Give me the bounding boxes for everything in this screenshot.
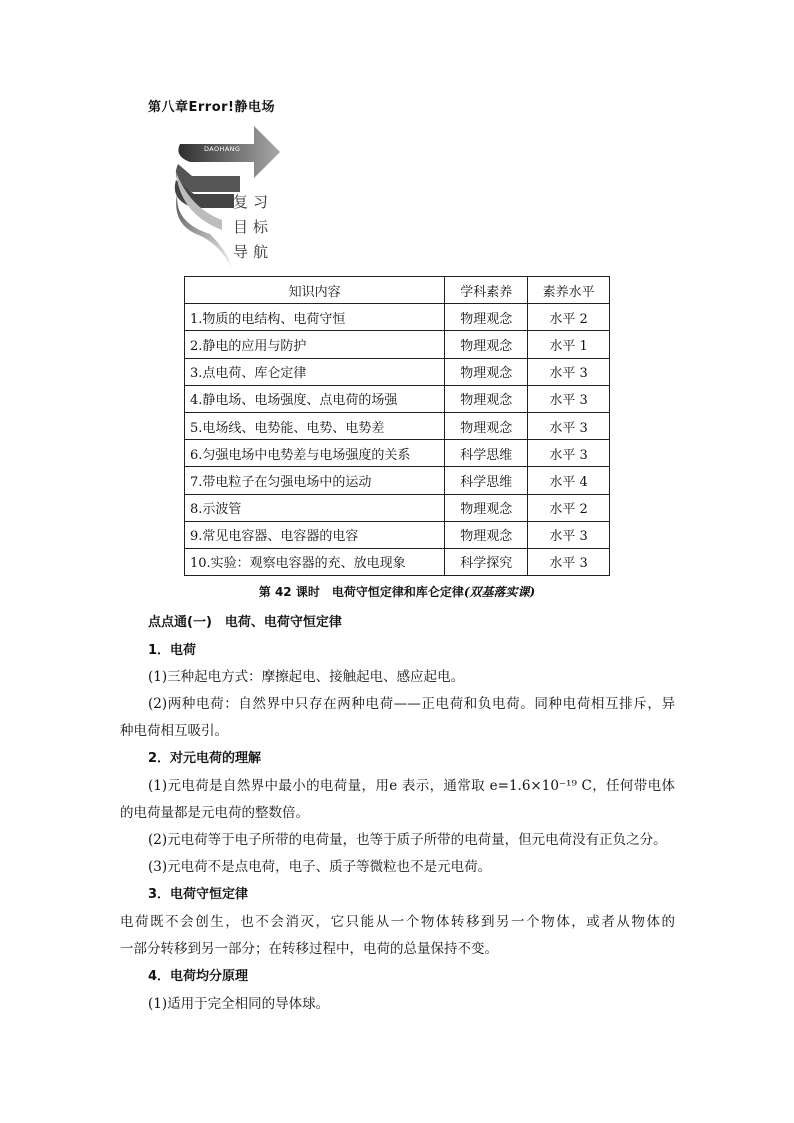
lesson-title (0, 583, 794, 600)
cell-topic: 6.匀强电场中电势差与电场强度的关系 (185, 440, 445, 467)
banner-char-2: 目标 (233, 218, 274, 236)
cell-literacy: 物理观念 (445, 358, 528, 385)
banner-char-3: 导航 (233, 243, 274, 261)
banner-caption (233, 190, 273, 265)
knowledge-table (184, 276, 610, 576)
cell-topic: 4.静电场、电场强度、点电荷的场强 (185, 385, 445, 412)
banner-english-text: FUXIMUBIAO DAOHANG (204, 137, 250, 153)
cell-topic: 10.实验：观察电容器的充、放电现象 (185, 548, 445, 575)
cell-level: 水平 3 (528, 358, 610, 385)
cell-topic: 9.常见电容器、电容器的电容 (185, 521, 445, 548)
cell-topic: 2.静电的应用与防护 (185, 331, 445, 358)
table-row (185, 467, 610, 494)
banner-char-1: 复习 (233, 193, 274, 211)
table-header-row (185, 277, 610, 304)
cell-level: 水平 3 (528, 521, 610, 548)
table-row (185, 304, 610, 331)
paragraph: 电荷既不会创生，也不会消灭，它只能从一个物体转移到另一个物体，或者从物体的 (120, 914, 675, 930)
cell-topic: 3.点电荷、库仑定律 (185, 358, 445, 385)
cell-topic: 5.电场线、电势能、电势、电势差 (185, 412, 445, 439)
paragraph: (1)元电荷是自然界中最小的电荷量，用e 表示，通常取 e=1.6×10⁻¹⁹ C，任何带电体 (148, 778, 675, 794)
cell-topic: 1.物质的电结构、电荷守恒 (185, 304, 445, 331)
paragraph: (2)两种电荷：自然界中只存在两种电荷——正电荷和负电荷。同种电荷相互排斥，异 (148, 696, 675, 712)
table-row (185, 521, 610, 548)
cell-level: 水平 2 (528, 494, 610, 521)
paragraph: 的电荷量都是元电荷的整数倍。 (120, 805, 309, 821)
header-level: 素养水平 (528, 277, 610, 304)
paragraph: (2)元电荷等于电子所带的电荷量，也等于质子所带的电荷量，但元电荷没有正负之分。 (148, 832, 667, 848)
cell-literacy: 物理观念 (445, 331, 528, 358)
cell-literacy: 科学思维 (445, 467, 528, 494)
table-row (185, 548, 610, 575)
table-row (185, 412, 610, 439)
cell-topic: 7.带电粒子在匀强电场中的运动 (185, 467, 445, 494)
section-heading: 1．电荷 (148, 643, 197, 658)
paragraph: (1)三种起电方式：摩擦起电、接触起电、感应起电。 (148, 669, 465, 685)
cell-level: 水平 4 (528, 467, 610, 494)
header-knowledge: 知识内容 (185, 277, 445, 304)
table-row (185, 440, 610, 467)
cell-level: 水平 2 (528, 304, 610, 331)
table-row (185, 358, 610, 385)
cell-level: 水平 3 (528, 440, 610, 467)
lesson-title-subtitle: (双基落实课) (463, 585, 536, 599)
cell-literacy: 科学思维 (445, 440, 528, 467)
table-row (185, 385, 610, 412)
cell-literacy: 物理观念 (445, 385, 528, 412)
paragraph: (1)适用于完全相同的导体球。 (148, 996, 330, 1012)
cell-level: 水平 3 (528, 548, 610, 575)
lesson-title-main: 第 42 课时 电荷守恒定律和库仑定律 (258, 585, 464, 599)
paragraph: 一部分转移到另一部分；在转移过程中，电荷的总量保持不变。 (120, 941, 498, 957)
point-title: 点点通(一) 电荷、电荷守恒定律 (148, 615, 342, 630)
cell-level: 水平 3 (528, 412, 610, 439)
chapter-title: 第八章Error!静电场 (148, 100, 275, 115)
paragraph: 种电荷相互吸引。 (120, 723, 228, 739)
cell-literacy: 科学探究 (445, 548, 528, 575)
table-row (185, 494, 610, 521)
cell-topic: 8.示波管 (185, 494, 445, 521)
cell-literacy: 物理观念 (445, 412, 528, 439)
cell-level: 水平 1 (528, 331, 610, 358)
cell-level: 水平 3 (528, 385, 610, 412)
cell-literacy: 物理观念 (445, 521, 528, 548)
cell-literacy: 物理观念 (445, 494, 528, 521)
section-heading: 2．对元电荷的理解 (148, 751, 262, 766)
section-heading: 3．电荷守恒定律 (148, 887, 249, 902)
paragraph: (3)元电荷不是点电荷，电子、质子等微粒也不是元电荷。 (148, 859, 492, 875)
header-literacy: 学科素养 (445, 277, 528, 304)
table-row (185, 331, 610, 358)
section-heading: 4．电荷均分原理 (148, 969, 249, 984)
cell-literacy: 物理观念 (445, 304, 528, 331)
